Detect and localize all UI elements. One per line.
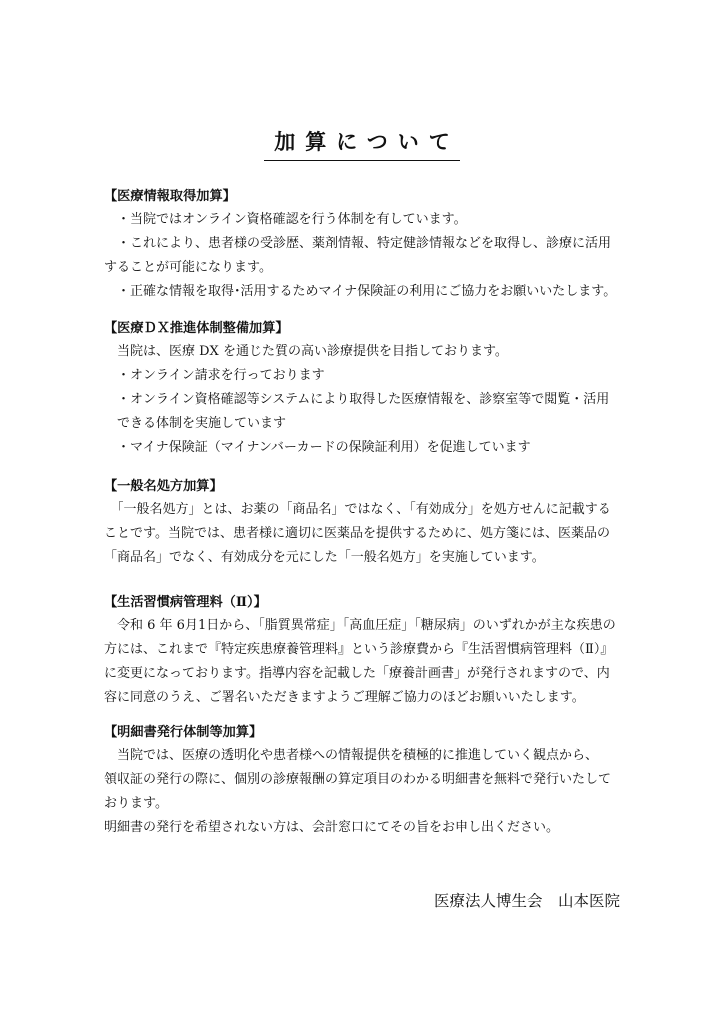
section-line: 令和 6 年 6月1日から、「脂質異常症」「高血圧症」「糖尿病」のいずれかが主な疾患の (104, 618, 616, 633)
page-title: 加算について (264, 126, 460, 161)
section-heading: 【医療情報取得加算】 (104, 189, 236, 204)
section-line: ・オンライン請求を行っております (104, 368, 325, 383)
section-line: 方には、これまで『特定疾患療養管理料』という診療費から『生活習慣病管理料（Ⅱ）』 (104, 642, 614, 657)
section-line: 当院では、医療の透明化や患者様への情報提供を積極的に推進していく観点から、 (104, 748, 599, 763)
section-line: できる体制を実施しています (104, 416, 287, 431)
section-line: 「一般名処方」とは、お薬の「商品名」ではなく、「有効成分」を処方せんに記載する (104, 502, 611, 517)
section-line: 明細書の発行を希望されない方は、会計窓口にてその旨をお申し出ください。 (104, 820, 560, 835)
clinic-signature: 医療法人博生会 山本医院 (433, 892, 620, 910)
section-generic-prescription (104, 476, 624, 570)
section-line: ・当院ではオンライン資格確認を行う体制を有しています。 (104, 212, 467, 227)
section-line: ・オンライン資格確認等システムにより取得した医療情報を、診察室等で閲覧・活用 (104, 392, 610, 407)
section-line: ・マイナ保険証（マイナンバーカードの保険証利用）を促進しています (104, 440, 531, 455)
section-lifestyle-disease (104, 592, 624, 710)
section-line: ・これにより、患者様の受診歴、薬剤情報、特定健診情報などを取得し、診療に活用 (104, 236, 612, 251)
section-medical-dx (104, 318, 624, 460)
section-line: することが可能になります。 (104, 260, 272, 275)
page-title-wrap (0, 126, 724, 161)
section-line: ・正確な情報を取得･活用するためマイナ保険証の利用にご協力をお願いいたします。 (104, 284, 617, 299)
section-medical-info-acquisition (104, 186, 624, 304)
section-line: ことです。当院では、患者様に適切に医薬品を提供するために、処方箋には、医薬品の (104, 526, 610, 541)
section-line: 領収証の発行の際に、個別の診療報酬の算定項目のわかる明細書を無料で発行いたして (104, 772, 612, 787)
section-line: に変更になっております。指導内容を記載した「療養計画書」が発行されますので、内 (104, 666, 610, 681)
section-itemized-statement (104, 722, 624, 840)
section-heading: 【明細書発行体制等加算】 (104, 725, 263, 740)
section-heading: 【医療ＤＸ推進体制整備加算】 (104, 321, 289, 336)
section-heading: 【生活習慣病管理料（Ⅱ）】 (104, 595, 267, 610)
section-line: 容に同意のうえ、ご署名いただきますようご理解ご協力のほどお願いいたします。 (104, 690, 585, 705)
section-line: 「商品名」でなく、有効成分を元にした「一般名処方」を実施しています。 (104, 550, 545, 565)
section-heading: 【一般名処方加算】 (104, 479, 223, 494)
section-line: おります。 (104, 796, 168, 811)
section-line: 当院は、医療 DX を通じた質の高い診療提供を目指しております。 (104, 344, 508, 359)
